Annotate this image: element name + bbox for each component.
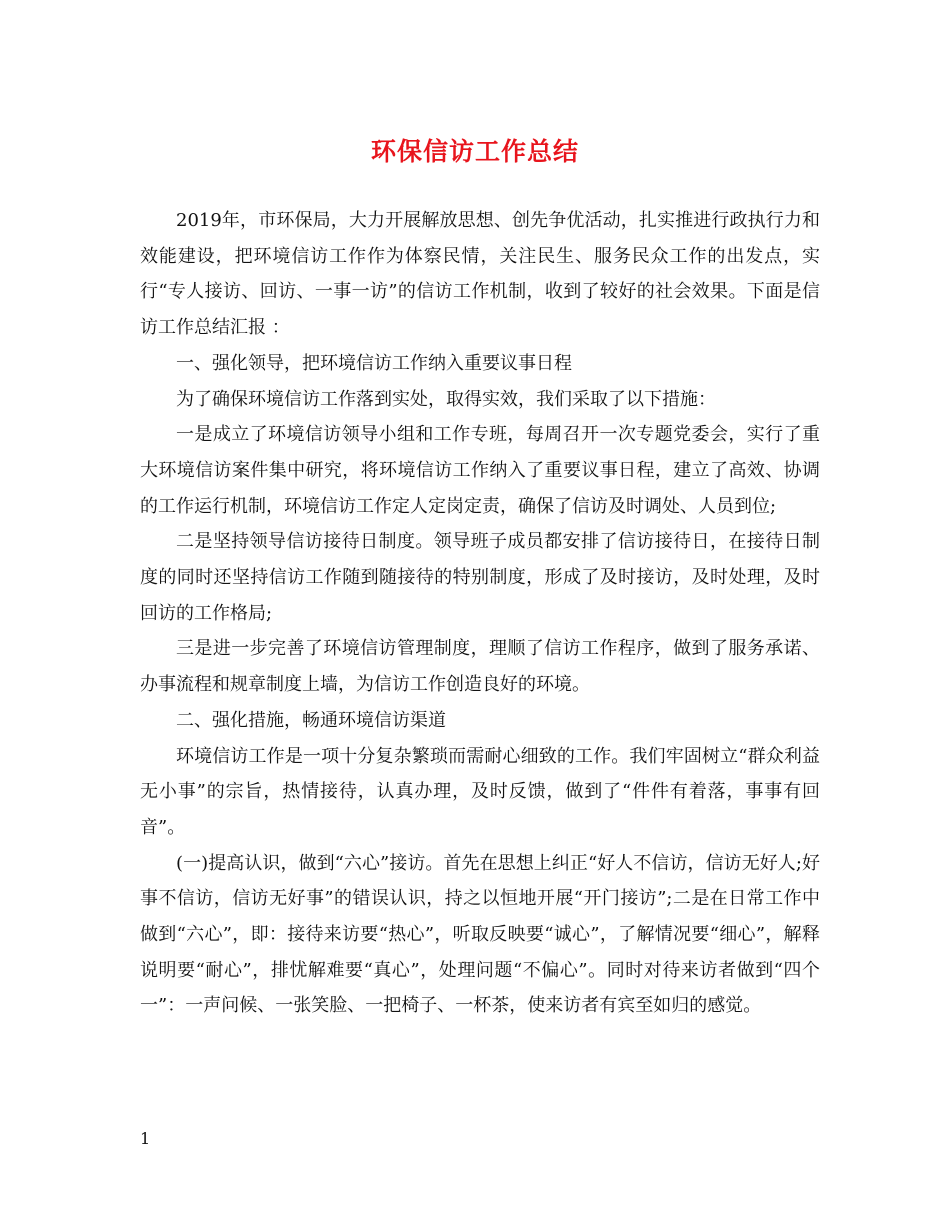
document-title: 环保信访工作总结 [370,137,579,166]
paragraph-measure-3: 三是进一步完善了环境信访管理制度，理顺了信访工作程序，做到了服务承诺、办事流程和规章制度上墙，为信访工作创造良好的环境。 [140,638,820,696]
section-heading-2: 二、强化措施，畅通环境信访渠道 [176,709,446,731]
paragraph-measure-1: 一是成立了环境信访领导小组和工作专班，每周召开一次专题党委会，实行了重大环境信访案件集中研究，将环境信访工作纳入了重要议事日程，建立了高效、协调的工作运行机制，环境信访工作定人定岗定责，确保了信访及时调处、人员到位; [140,424,820,517]
page-number: 1 [140,1129,151,1148]
paragraph-measures-intro: 为了确保环境信访工作落到实处，取得实效，我们采取了以下措施： [176,388,716,410]
section-heading-1: 一、强化领导，把环境信访工作纳入重要议事日程 [176,352,572,374]
paragraph-measure-2: 二是坚持领导信访接待日制度。领导班子成员都安排了信访接待日，在接待日制度的同时还坚持信访工作随到随接待的特别制度，形成了及时接访，及时处理，及时回访的工作格局; [140,531,820,624]
paragraph-intro: 2019年，市环保局，大力开展解放思想、创先争优活动，扎实推进行政执行力和效能建设，把环境信访工作作为体察民情，关注民生、服务民众工作的出发点，实行“专人接访、回访、一事一访”的信访工作机制，收到了较好的社会效果。下面是信访工作总结汇报 ： [140,210,820,339]
document-body [140,203,820,1024]
paragraph-section-2-intro: 环境信访工作是一项十分复杂繁琐而需耐心细致的工作。我们牢固树立“群众利益无小事”的宗旨，热情接待，认真办理，及时反馈，做到了“件件有着落，事事有回音”。 [140,745,820,838]
paragraph-six-hearts: (一)提高认识，做到“六心”接访。首先在思想上纠正“好人不信访，信访无好人;好事不信访，信访无好事”的错误认识，持之以恒地开展“开门接访”;二是在日常工作中做到“六心”，即：接待来访要“热心”，听取反映要“诚心”，了解情况要“细心”，解释说明要“耐心”，排忧解难要“真心”，处理问题“不偏心”。同时对待来访者做到“四个一”：一声问候、一张笑脸、一把椅子、一杯茶，使来访者有宾至如归的感觉。 [140,852,820,1017]
